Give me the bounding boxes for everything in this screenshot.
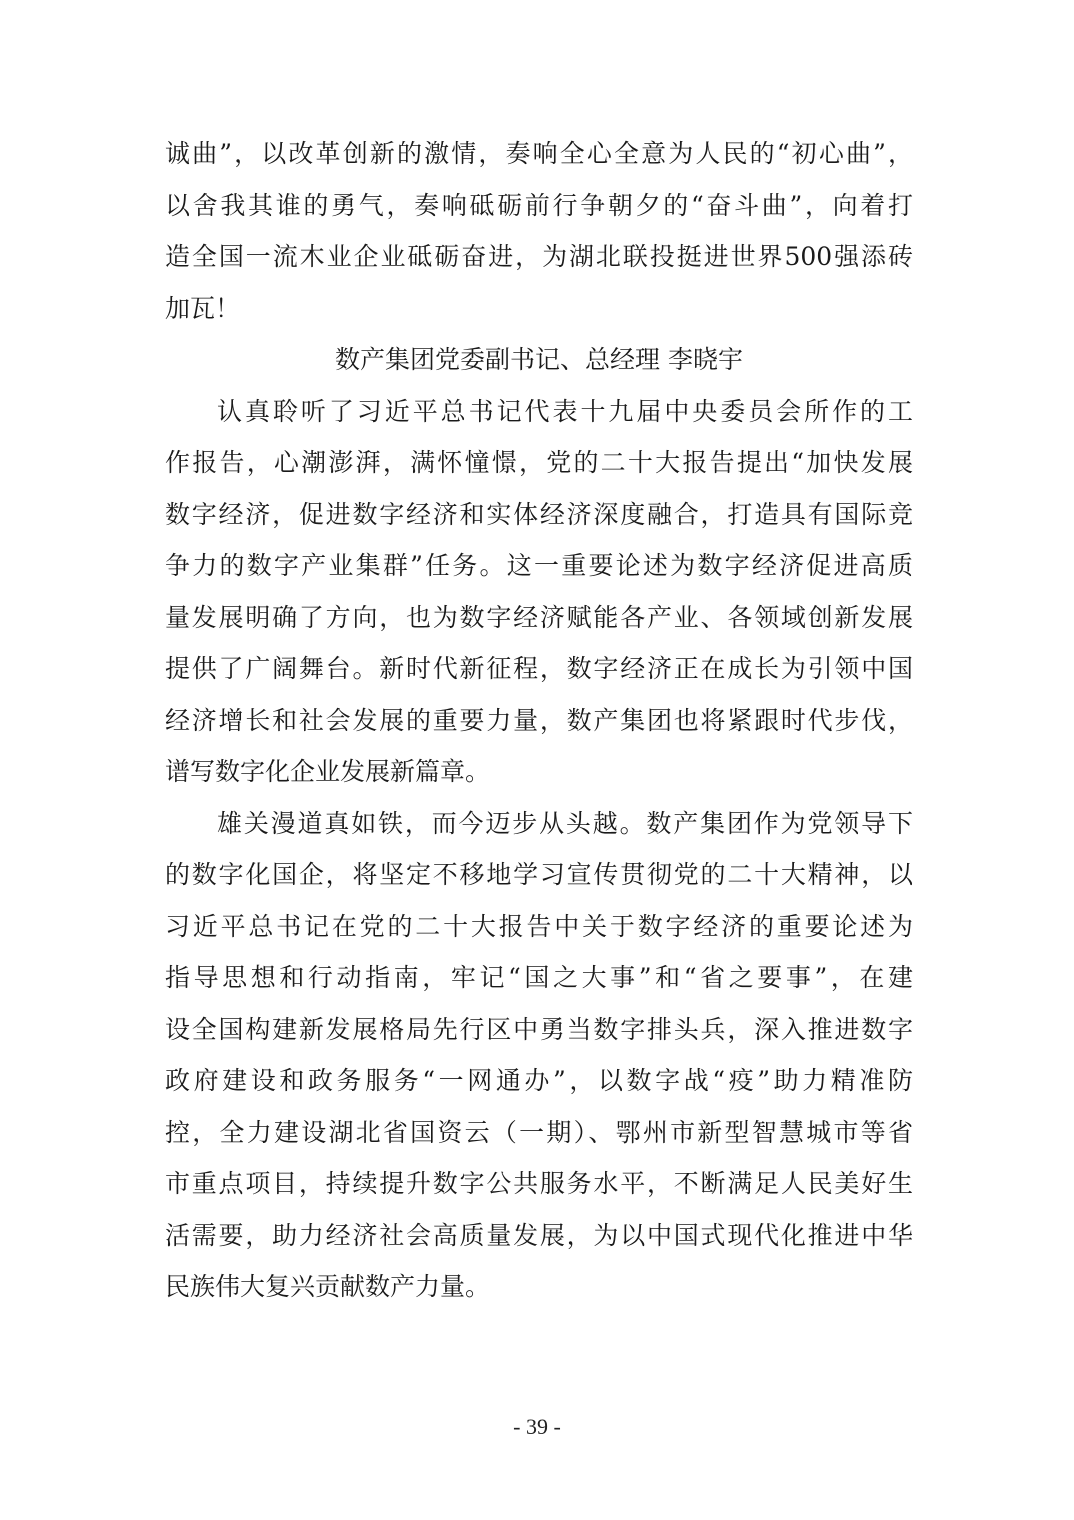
text-line: 雄关漫道真如铁，而今迈步从头越。数产集团作为党领导下 — [217, 808, 913, 838]
text-line: 量发展明确了方向，也为数字经济赋能各产业、各领域创新发展 — [165, 602, 913, 632]
text-line: 以舍我其谁的勇气，奏响砥砺前行争朝夕的“奋斗曲”，向着打 — [165, 190, 913, 220]
text-line: 设全国构建新发展格局先行区中勇当数字排头兵，深入推进数字 — [165, 1014, 913, 1044]
text-line: 活需要，助力经济社会高质量发展，为以中国式现代化推进中华 — [165, 1220, 913, 1250]
section-heading: 数产集团党委副书记、总经理 李晓宇 — [335, 345, 743, 374]
text-line: 提供了广阔舞台。新时代新征程，数字经济正在成长为引领中国 — [165, 654, 913, 683]
text-line: 控，全力建设湖北省国资云（一期）、鄂州市新型智慧城市等省 — [165, 1117, 913, 1147]
body-text — [165, 128, 913, 1313]
text-line: 诚曲”，以改革创新的激情，奏响全心全意为人民的“初心曲”， — [165, 139, 913, 168]
text-line: 数字经济，促进数字经济和实体经济深度融合，打造具有国际竞 — [165, 499, 913, 529]
text-line: 作报告，心潮澎湃，满怀憧憬，党的二十大报告提出“加快发展 — [165, 448, 913, 477]
text-line: 民族伟大复兴贡献数产力量。 — [165, 1272, 491, 1301]
text-line: 认真聆听了习近平总书记代表十九届中央委员会所作的工 — [217, 396, 913, 426]
text-line: 造全国一流木业企业砥砺奋进，为湖北联投挺进世界500强添砖 — [165, 242, 913, 271]
text-line: 指导思想和行动指南，牢记“国之大事”和“省之要事”，在建 — [165, 963, 913, 992]
text-line: 习近平总书记在党的二十大报告中关于数字经济的重要论述为 — [165, 911, 913, 941]
text-line: 市重点项目，持续提升数字公共服务水平，不断满足人民美好生 — [165, 1169, 913, 1198]
text-line: 经济增长和社会发展的重要力量，数产集团也将紧跟时代步伐， — [165, 705, 913, 735]
text-line: 谱写数字化企业发展新篇章。 — [165, 757, 491, 786]
page-number: - 39 - — [513, 1414, 561, 1439]
text-line: 加瓦！ — [165, 293, 241, 323]
text-line: 政府建设和政务服务“一网通办”，以数字战“疫”助力精准防 — [165, 1066, 913, 1095]
text-line: 的数字化国企，将坚定不移地学习宣传贯彻党的二十大精神，以 — [165, 860, 913, 889]
text-line: 争力的数字产业集群”任务。这一重要论述为数字经济促进高质 — [165, 551, 913, 580]
